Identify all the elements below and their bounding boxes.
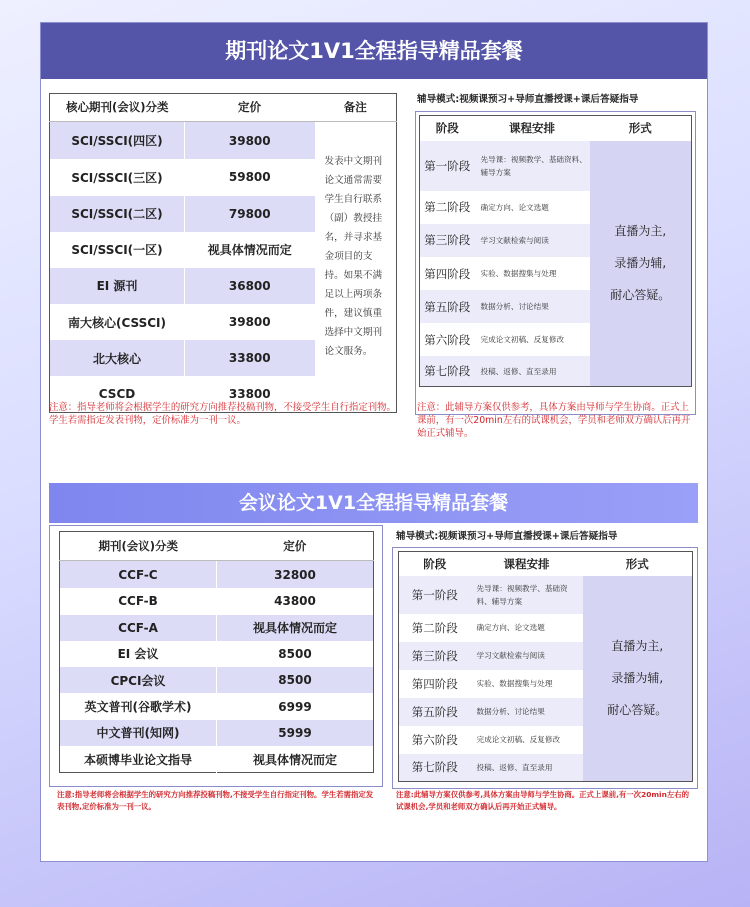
table-row: [60, 720, 374, 746]
journal-note: 注意：指导老师将会根据学生的研究方向推荐投稿刊物，不接受学生自行指定刊物。学生若需指定发表刊物，定价标准为一刊一议。: [49, 402, 396, 426]
price-cell: 33800: [185, 376, 315, 412]
category-cell: 英文普刊(谷歌学术): [60, 693, 217, 719]
arrangement-cell: 先导课：视频教学、基础资料、辅导方案: [475, 141, 590, 191]
arrangement-cell: 数据分析、讨论结果: [475, 290, 590, 323]
remark-cell: [315, 121, 397, 412]
conference-note: 注意:指导老师将会根据学生的研究方向推荐投稿刊物,不接受学生自行指定刊物。学生若需指定发表刊物,定价标准为一刊一议。: [57, 790, 374, 811]
header-arrangement: 课程安排: [471, 552, 583, 576]
phase-cell: 第四阶段: [420, 257, 475, 290]
header-phase: 阶段: [420, 116, 475, 141]
category-cell: CCF-A: [60, 615, 217, 641]
table-row: [50, 121, 397, 159]
table-row: [60, 746, 374, 772]
header-arrangement: 课程安排: [475, 116, 590, 141]
form-line: 直播为主,: [611, 639, 664, 654]
category-cell: EI 会议: [60, 641, 217, 667]
form-line: 耐心答疑。: [610, 288, 671, 303]
journal-price-table: [49, 93, 397, 413]
category-cell: SCI/SSCI(三区): [50, 159, 185, 195]
price-cell: 8500: [217, 641, 374, 667]
phase-cell: 第一阶段: [399, 576, 471, 614]
arrangement-cell: 先导课：视频教学、基础资料、辅导方案: [471, 576, 583, 614]
table-row: [60, 561, 374, 588]
arrangement-cell: 投稿、返修、直至录用: [471, 754, 583, 782]
poster-card: [40, 22, 708, 862]
price-cell: 36800: [185, 268, 315, 304]
mode-caption: 辅导模式:视频课预习+导师直播授课+课后答疑指导: [396, 531, 618, 542]
arrangement-cell: 数据分析、讨论结果: [471, 698, 583, 726]
phase-cell: 第六阶段: [420, 323, 475, 356]
price-cell: 79800: [185, 196, 315, 232]
arrangement-cell: 学习文献检索与阅读: [471, 642, 583, 670]
form-line: 录播为辅,: [614, 256, 667, 271]
section2-title: 会议论文1V1全程指导精品套餐: [49, 483, 698, 523]
category-cell: SCI/SSCI(一区): [50, 232, 185, 268]
price-cell: 5999: [217, 720, 374, 746]
phase-cell: 第三阶段: [399, 642, 471, 670]
schedule-note: 注意:此辅导方案仅供参考,具体方案由导师与学生协商。正式上课前,有一次20min左右的试课机会,学员和老师双方确认后再开始正式辅导。: [396, 790, 690, 811]
price-cell: 视具体情况而定: [217, 615, 374, 641]
table-row: [60, 641, 374, 667]
price-cell: 32800: [217, 561, 374, 588]
table-row: [60, 693, 374, 719]
phase-cell: 第四阶段: [399, 670, 471, 698]
category-cell: SCI/SSCI(二区): [50, 196, 185, 232]
header-category: 期刊(会议)分类: [60, 532, 217, 561]
remark-text: 发表中文期刊论文通常需要学生自行联系（副）教授挂名，并寻求基金项目的支持。如果不满足以上两项条件，建议慎重选择中文期刊论文服务。: [324, 155, 383, 357]
header-remark: 备注: [315, 94, 397, 122]
category-cell: CCF-C: [60, 561, 217, 588]
phase-cell: 第七阶段: [399, 754, 471, 782]
price-cell: 39800: [185, 121, 315, 159]
header-price: 定价: [185, 94, 315, 122]
phase-cell: 第六阶段: [399, 726, 471, 754]
mode-caption: 辅导模式:视频课预习+导师直播授课+课后答疑指导: [417, 94, 639, 105]
category-cell: CPCI会议: [60, 667, 217, 693]
form-cell: [583, 576, 693, 782]
phase-cell: 第二阶段: [420, 191, 475, 224]
price-cell: 8500: [217, 667, 374, 693]
table-row: [60, 667, 374, 693]
header-form: 形式: [590, 116, 692, 141]
header-phase: 阶段: [399, 552, 471, 576]
arrangement-cell: 投稿、返修、直至录用: [475, 356, 590, 386]
phase-cell: 第三阶段: [420, 224, 475, 257]
schedule-table: [419, 115, 692, 387]
table-row: [420, 141, 692, 191]
category-cell: 中文普刊(知网): [60, 720, 217, 746]
arrangement-cell: 确定方向、论文选题: [471, 614, 583, 642]
table-row: [60, 588, 374, 614]
form-line: 录播为辅,: [611, 671, 664, 686]
price-cell: 39800: [185, 304, 315, 340]
section1-title: 期刊论文1V1全程指导精品套餐: [41, 23, 707, 79]
conference-price-table: [59, 531, 374, 773]
header-form: 形式: [583, 552, 693, 576]
table-row: [60, 615, 374, 641]
category-cell: CSCD: [50, 376, 185, 412]
price-cell: 43800: [217, 588, 374, 614]
category-cell: SCI/SSCI(四区): [50, 121, 185, 159]
category-cell: 南大核心(CSSCI): [50, 304, 185, 340]
form-cell: [590, 141, 692, 387]
arrangement-cell: 学习文献检索与阅读: [475, 224, 590, 257]
header-category: 核心期刊(会议)分类: [50, 94, 185, 122]
arrangement-cell: 实验、数据搜集与处理: [475, 257, 590, 290]
phase-cell: 第五阶段: [420, 290, 475, 323]
form-line: 直播为主,: [614, 224, 667, 239]
category-cell: EI 源刊: [50, 268, 185, 304]
price-cell: 视具体情况而定: [217, 746, 374, 772]
arrangement-cell: 确定方向、论文选题: [475, 191, 590, 224]
arrangement-cell: 完成论文初稿、反复修改: [475, 323, 590, 356]
price-cell: 59800: [185, 159, 315, 195]
phase-cell: 第五阶段: [399, 698, 471, 726]
schedule-note: 注意：此辅导方案仅供参考，具体方案由导师与学生协商。正式上课前，有一次20min左右的试课机会，学员和老师双方确认后再开始正式辅导。: [417, 402, 691, 439]
schedule-table: [398, 551, 693, 782]
header-price: 定价: [217, 532, 374, 561]
table-row: [399, 576, 693, 614]
category-cell: CCF-B: [60, 588, 217, 614]
price-cell: 视具体情况而定: [185, 232, 315, 268]
price-cell: 6999: [217, 693, 374, 719]
category-cell: 本硕博毕业论文指导: [60, 746, 217, 772]
phase-cell: 第二阶段: [399, 614, 471, 642]
category-cell: 北大核心: [50, 340, 185, 376]
price-cell: 33800: [185, 340, 315, 376]
phase-cell: 第七阶段: [420, 356, 475, 386]
arrangement-cell: 实验、数据搜集与处理: [471, 670, 583, 698]
arrangement-cell: 完成论文初稿、反复修改: [471, 726, 583, 754]
form-line: 耐心答疑。: [607, 703, 668, 718]
phase-cell: 第一阶段: [420, 141, 475, 191]
